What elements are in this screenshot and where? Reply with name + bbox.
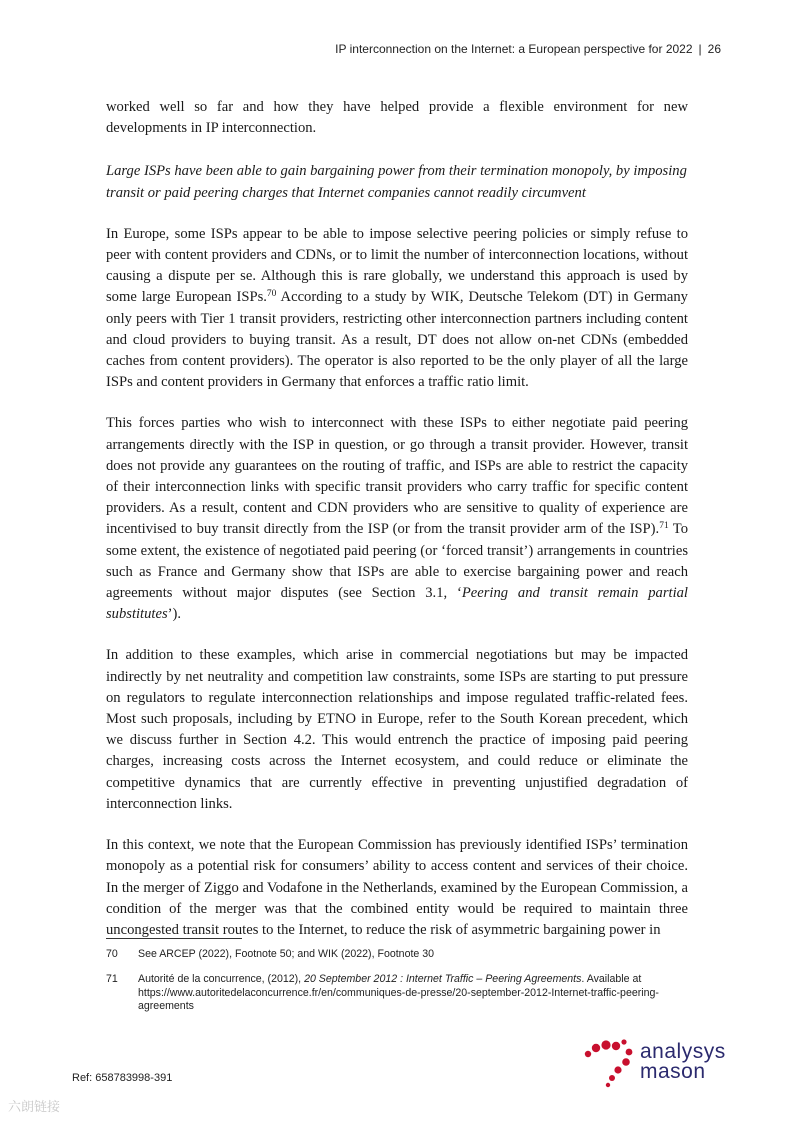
footnote-text — [138, 973, 688, 1013]
page-number: 26 — [707, 42, 721, 56]
footnote-71 — [106, 973, 688, 1013]
footnote-70 — [106, 948, 688, 961]
section-reference-title: Peering and transit remain partial substitutes — [106, 585, 688, 623]
footnote-divider — [106, 938, 242, 939]
paragraph-1 — [106, 224, 688, 394]
footnotes — [106, 948, 688, 1026]
document-reference: Ref: 658783998-391 — [72, 1072, 173, 1084]
watermark: 六朗链接 — [8, 1100, 61, 1115]
paragraph-4: In this context, we note that the European Commission has previously identified ISPs’ termination monopoly as a potential risk for consumers’ ability to access content and services of their choice. In the merger of Ziggo and Vodafone in the Netherlands, examined by the European Commission, a condition of the merger was that the combined entity would be required to maintain three uncongested transit routes to the Internet, to reduce the risk of asymmetric bargaining power in — [106, 837, 688, 938]
footnote-number: 71 — [106, 973, 118, 986]
footnote-ref-70[interactable]: 70 — [266, 289, 277, 300]
company-logo — [640, 1042, 726, 1082]
running-header — [335, 42, 721, 56]
paragraph-2-text-a: This forces parties who wish to interconnect with these ISPs to either negotiate paid peering arrangements directly with the ISP in question, or go through a transit provider. However, transit does not provide any guarantees on the routing of traffic, and ISPs are able to restrict the capacity of their interconnection links with specific transit providers who carry traffic for specific content providers. As a result, content and CDN providers who are sensitive to quality of experience are incentivised to buy transit directly from the ISP (or from the transit provider arm of the ISP). — [106, 415, 688, 538]
footnote-ref-71[interactable]: 71 — [659, 521, 669, 532]
paragraph-3: In addition to these examples, which arise in commercial negotiations but may be impacted indirectly by net neutrality and competition law constraints, some ISPs are starting to put pressure on regulators to regulate interconnection relationships and impose regulated traffic-related fees. Most such proposals, including by ETNO in Europe, refer to the South Korean precedent, which we discuss further in Section 4.2. This would entrench the practice of imposing paid peering charges, increasing costs across the Internet ecosystem, and could reduce or eliminate the competitive dynamics that are currently effective in preventing unjustified degradation of interconnection links. — [106, 647, 688, 812]
footnote-number: 70 — [106, 948, 118, 960]
header-separator: | — [698, 42, 702, 56]
logo-word-1: analysys — [640, 1040, 726, 1063]
footnote-text: See ARCEP (2022), Footnote 50; and WIK (2022), Footnote 30 — [138, 948, 435, 960]
paragraph-continuation: worked well so far and how they have helped provide a flexible environment for new developments in IP interconnection. — [106, 99, 688, 137]
section-heading: Large ISPs have been able to gain bargaining power from their termination monopoly, by imposing transit or paid peering charges that Internet companies cannot readily circumvent — [106, 163, 687, 201]
paragraph-1-text-a: In Europe, some ISPs appear to be able to impose selective peering policies or simply refuse to peer with content providers and CDNs, or to limit the number of interconnection locations, without causing a dispute per se. Although this is rare globally, we understand this approach is used by some large European ISPs. — [106, 225, 688, 306]
header-title: IP interconnection on the Internet: a European perspective for 2022 — [335, 42, 693, 56]
logo-word-2: mason — [640, 1060, 706, 1083]
footnote-text-before: Autorité de la concurrence, (2012), — [138, 973, 305, 986]
footnote-cited-title: 20 September 2012 : Internet Traffic – Peering Agreements — [304, 973, 582, 986]
body-text — [106, 97, 688, 961]
footnote-text-after: . Available at https://www.autoritedelaconcurrence.fr/en/communiques-de-presse/20-september-2012-Internet-traffic-peering-agreements — [138, 973, 659, 1013]
paragraph-1-text-b: According to a study by WIK, Deutsche Telekom (DT) in Germany only peers with Tier 1 transit providers, restricting other interconnection partners including content and cloud providers to buying transit. As a result, DT does not allow on-net CDNs (embedded caches from content providers). The operator is also reported to be the only player of all the large ISPs and content providers in Germany that enforces a traffic ratio limit. — [106, 289, 688, 391]
paragraph-2-text-b: To some extent, the existence of negotiated paid peering (or ‘forced transit’) arrangements in countries such as France and Germany show that ISPs are able to exercise bargaining power and reach agreements without major disputes (see Section 3.1, ‘ — [106, 521, 689, 602]
paragraph-2-text-c: ’). — [167, 606, 181, 623]
paragraph-2 — [106, 413, 688, 625]
